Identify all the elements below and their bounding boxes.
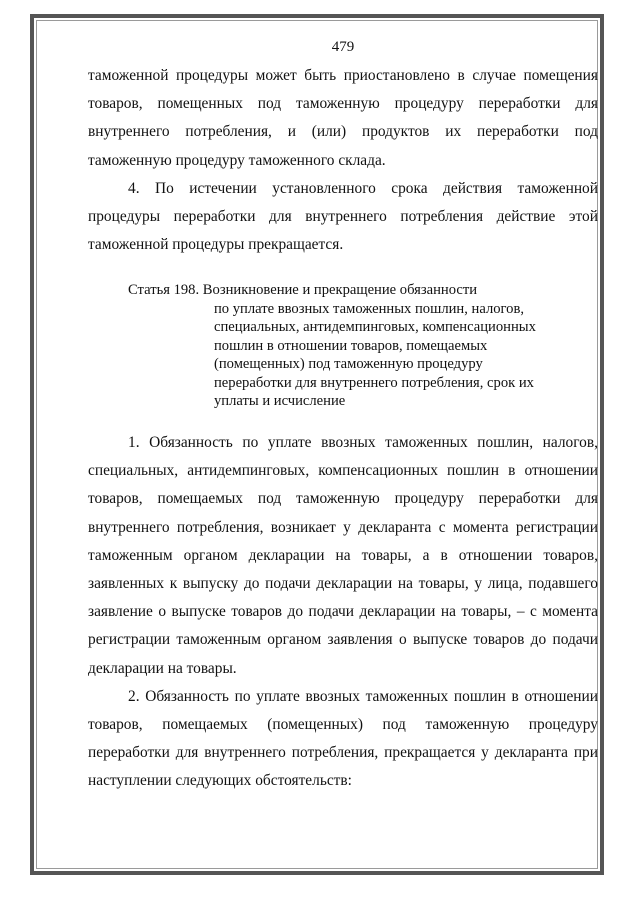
article-title-first-line: Возникновение и прекращение обязанности: [202, 282, 478, 299]
article-title-rest: по уплате ввозных таможенных пошлин, налогов, специальных, антидемпинговых, компенсационных пошлин в отношении товаров, помещаемых (помещенных) под таможенную процедуру переработки для внутреннего потребления, срок их уплаты и исчисление: [214, 300, 536, 410]
paragraph-continued: таможенной процедуры может быть приостановлено в случае помещения товаров, помещенных под таможенную процедуру переработки для внутреннего потребления, и (или) продуктов их переработки под таможенную процедуру таможенного склада.: [88, 67, 598, 169]
article-label: Статья 198.: [128, 282, 200, 299]
article-paragraph-2: 2. Обязанность по уплате ввозных таможенных пошлин в отношении товаров, помещаемых (помещенных) под таможенную процедуру переработки для внутреннего потребления, прекращается у декларанта при наступлении следующих обстоятельств:: [88, 687, 598, 790]
article-paragraph-1: 1. Обязанность по уплате ввозных таможенных пошлин, налогов, специальных, антидемпинговых, компенсационных пошлин в отношении товаров, помещаемых под таможенную процедуру переработки для внутреннего потребления, возникает у декларанта с момента регистрации таможенным органом декларации на товары, а в отношении товаров, заявленных к выпуску до подачи декларации на товары, у лица, подавшего заявление о выпуске товаров до подачи декларации на товары, – с момента регистрации таможенным органом заявления о выпуске товаров до подачи декларации на товары.: [88, 433, 598, 677]
page-number: 479: [331, 39, 355, 55]
paragraph-4: 4. По истечении установленного срока действия таможенной процедуры переработки для внутреннего потребления действие этой таможенной процедуры прекращается.: [88, 179, 598, 254]
article-198-heading: [88, 281, 598, 411]
document-page-content: [88, 36, 598, 796]
article-heading-first-line: [128, 281, 598, 300]
